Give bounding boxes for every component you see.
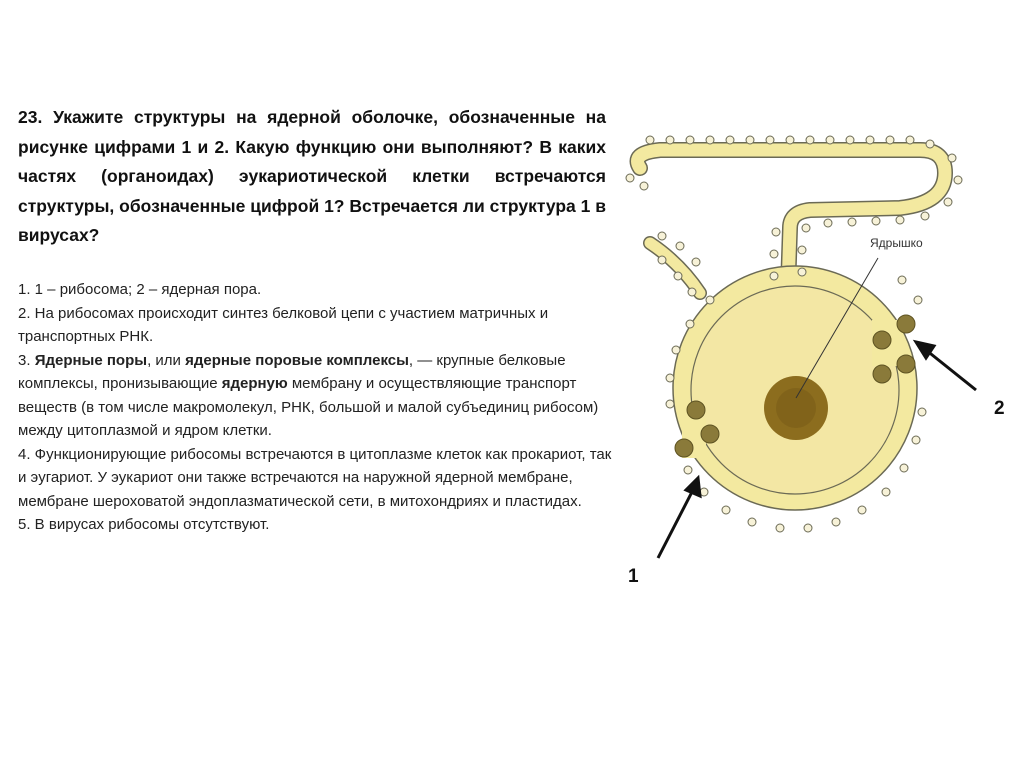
- arrow-1: [658, 478, 700, 558]
- figure-label-2: 2: [994, 398, 1005, 419]
- question-text: [18, 103, 606, 251]
- answer-2: 2. На рибосомах происходит синтез белковой цепи с участием матричных и транспортных РНК.: [18, 304, 549, 345]
- nucleolus-label: Ядрышко: [870, 236, 923, 250]
- arrow-2: [916, 342, 976, 390]
- answer-3-mid-2: , — крупные белковые комплексы, пронизывающие: [18, 351, 566, 392]
- answer-3-prefix: 3.: [18, 351, 35, 369]
- answer-3-bold-2: ядерные поровые комплексы: [185, 351, 409, 369]
- answer-3-bold-3: ядерную: [221, 375, 288, 392]
- nucleus-figure: [600, 128, 1024, 608]
- answer-5: 5. В вирусах рибосомы отсутствуют.: [18, 516, 270, 533]
- answer-4: 4. Функционирующие рибосомы встречаются в цитоплазме клеток как прокариот, так и эугариот. У эукариот они также встречаются на наружной ядерной мембране, мембране шероховатой эндоплазматической сети, в митохондриях и пластидах.: [18, 445, 612, 510]
- nucleus-diagram: [600, 128, 1024, 608]
- figure-label-1: 1: [628, 566, 639, 587]
- answer-1: 1. 1 – рибосома; 2 – ядерная пора.: [18, 281, 262, 298]
- answer-3-rest: мембрану и осуществляющие транспорт веществ (в том числе макромолекул, РНК, большой и малой субъединиц рибосом) между цитоплазмой и ядром клетки.: [18, 375, 599, 439]
- answer-3-mid-1: , или: [147, 351, 186, 369]
- question-body: Укажите структуры на ядерной оболочке, обозначенные на рисунке цифрами 1 и 2. Какую функцию они выполняют? В каких частях (органоидах) эукариотической клетки встречаются структуры, обозначенные цифрой 1? Встречается ли структура 1 в вирусах?: [18, 107, 606, 245]
- answer-3-bold-1: Ядерные поры: [34, 351, 148, 369]
- answer-list: [18, 278, 618, 537]
- answer-3: [18, 349, 618, 443]
- question-number: 23.: [18, 107, 43, 127]
